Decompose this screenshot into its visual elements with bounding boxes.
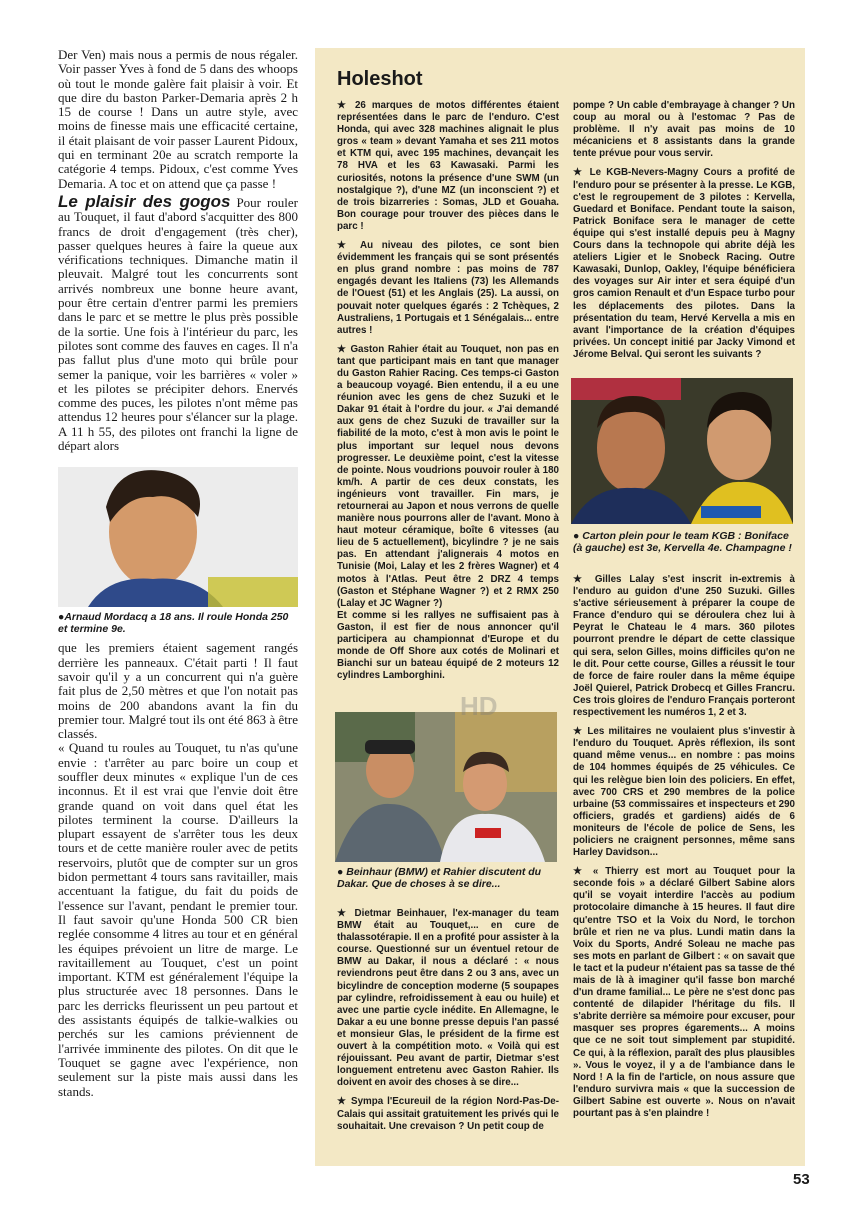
watermark: HD [460,691,498,721]
news-item: ★ Le KGB-Nevers-Magny Cours a profité de l'enduro pour se présenter à la presse. Le KGB, c'est le regroupement de 3 pilotes : Kervella, Guedard et Boniface. Pendant toute la saison, Patrick Boniface sera le manager de cette équipe qui s'est installé depuis peu à Magny Cours dans la technopole qui abrite déjà les ateliers Ligier et le Snobeck Racing. Outre Kawasaki, Dunlop, Oakley, l'équipe bénéficiera des voyages sur Air inter et sera équipé d'un gros camion Renault et d'un Espace turbo pour les déplacements des pilotes. Dans la présentation du team, Hervé Kervella a mis en avant l'importance de la création d'équipes privées. Un concept initié par Jacky Vimond et Jérome Belval. Qui seront les suivants ? [573,167,795,360]
podium-photo [571,378,793,524]
news-item: ★ Dietmar Beinhauer, l'ex-manager du team BMW était au Touquet,... en cure de thalassotérapie. Il en a profité pour assister à la course. Questionné sur un éventuel retour de BMW au Dakar, il nous a déclaré : « nous reviendrons peut être dans 2 ou 3 ans, avec un bicylindre de conception moderne (5 soupapes par cylindre, refroidissement à eau ou huile) et avec une partie cycle inédite. En Allemagne, le Dakar a eu une bonne presse depuis l'an passé et monsieur Glas, le président de la firme est ouvert à la compétition moto. « Voilà qui est réjouissant. Peu avant de partir, Dietmar s'est longuement entretenu avec Gaston Rahier. Ils doivent en avoir des choses à se dire... [337,908,559,1089]
news-item: ★ Les militaires ne voulaient plus s'investir à l'enduro du Touquet. Après réflexion, ils sont quand même venus... en nombre : pas moins de 104 hommes équipés de 25 véhicules. Ce qui les relègue bien loin des policiers. En effet, avec 700 CRS et 290 membres de la police urbaine (53 commissaires et inspecteurs et 290 officiers, gradés et gardiens) aidés de 6 moniteurs de l'école de police de Sens, les policiers ne craignent personnes, même sans Harley Davidson... [573,726,795,859]
news-item: ★ Gilles Lalay s'est inscrit in-extremis à l'enduro au guidon d'une 250 Suzuki. Gilles s'active sérieusement à préparer la coupe de France d'enduro qui se déroulera chez lui à Peyrat le Chateau le 4 mars. 360 pilotes pourront prendre le départ de cette classique qui sera, selon Gilles, moins difficiles qu'on ne le dit. Pour cette course, Gilles a réussit le tour de force de faire rouler dans la même équipe Joël Quierel, Patrick Drobecq et Gilles Francru. Ces trois gloires de l'enduro Français porteront respectivement les numéros 1, 2 et 3. [573,574,795,719]
box-column-right [573,100,795,368]
box-column-left [337,100,559,689]
box-column-left-bottom [337,908,559,1140]
group-photo [335,712,557,862]
photo-caption: ● Beinhaur (BMW) et Rahier discutent du Dakar. Que de choses à se dire... [337,866,542,890]
box-column-right-bottom [573,574,795,1127]
holeshot-box [315,48,805,1166]
article-paragraph: « Quand tu roules au Touquet, tu n'as qu'une envie : t'arrêter au parc boire un coup et souffler deux minutes « explique l'un de ces inconnus. Et il est vrai que l'envie doit être grande quand on voit dans quel état les pilotes terminent la course. D'ailleurs la plupart essayent de s'arrêter tous les deux tours et de cette manière rouler avec de petits reservoirs, plutôt que de compter sur un gros bidon permettant 4 tours sans ravitailler, mais accentuant la fatigue, du fait du poids de l'essence sur l'avant, pendant le premier tour. Il faut savoir qu'une Honda 500 CR bien reglée consomme 4 litres au tour et en général les équipes prévoient un litre de marge. Le ravitaillement au Touquet, c'est un point important. KTM est généralement l'équipe la plus structurée avec 18 personnes. Dans le parc les derricks fleurissent un peu partout et des assistants équipés de talkie-walkies ou perchés sur les camions préviennent de l'arrivée imminente des pilotes. On dit que le Touquet se gagne avec l'expérience, non seulement sur la piste mais aussi dans les stands. [58,740,298,1099]
photo-beinhaur-rahier [335,712,557,862]
portrait-photo [58,467,298,607]
article-paragraph [58,191,298,454]
box-title: Holeshot [337,68,423,90]
photo-caption: ● Carton plein pour le team KGB : Boniface (à gauche) est 3e, Kervella 4e. Champagne ! [573,530,792,554]
news-item: ★ Sympa l'Ecureuil de la région Nord-Pas-De-Calais qui assitait gratuitement les privés qui le souhaitait. Une crevaison ? Un petit coup de [337,1096,559,1132]
news-item: ★ Gaston Rahier était au Touquet, non pas en tant que participant mais en tant que manager du Gaston Rahier Racing. Ces temps-ci Gaston a beaucoup voyagé. Bien entendu, il a eu une réunion avec les gens de chez Suzuki et le Dakar 91 était à l'ordre du jour. « J'ai demandé aux gens de chez Suzuki de travailler sur la fiabilité de la moto, c'est à mon avis le point le plus important sur lequel nous devons progresser. Le deuxième point, c'est la vitesse de pointe. Nous voudrions pouvoir rouler à 180 km/h. A partir de ces deux constats, les ingénieurs vont travailler. Fin mars, je retournerai au Japon et nous verrons de quelle manière nous pourrons aller de l'avant. Mono à haut moteur céramique, boîte 6 vitesses (au lieu de 5 actuellement), bicylindre ? je ne sais pas. En attendant j'alignerais 4 motos en Tunisie (Moi, Lalay et les 2 frères Wagner) et 4 motos à l'Atlas. Peut être 2 DRZ 4 temps (Gaston et Stéphane Wagner ?) et 2 RMX 250 (Lalay et JC Wagner ?) [337,343,559,609]
photo-arnaud-mordacq [58,467,298,607]
news-item: ★ « Thierry est mort au Touquet pour la seconde fois » a déclaré Gilbert Sabine alors qu'il se voyait interdire l'accès au podium protocolaire dimanche à 15 heures. Il faut dire qu'entre TSO et la Voix du Nord, le torchon brûle et rien ne va plus. Lundi matin dans la Voix du Sports, André Soleau ne mache pas ses mots en parlant de Gilbert : « on savait que le tact et la pudeur n'étaient pas sa tasse de thé mais de là à imaginer qu'il fasse bon marché d'un drame familial... Le père ne s'est donc pas contenté de dilapider l'héritage du fils. Il s'abrite derrière sa mémoire pour excuser, pour masquer ses propres égarements... A moins que ce ne soit tout simplement par stupidité. Ce qui, à la réflexion, paraît des plus plausibles ». Vous le voyez, il y a de l'ambiance dans le Nord ! A la fin de l'article, on nous assure que l'enduro survivra mais « que la succession de Gilbert Sabine est ouverte ». Nous on n'avait pourtant pas à s'en plaindre ! [573,866,795,1120]
photo-team-kgb [571,378,793,524]
news-item: ★ 26 marques de motos différentes étaient représentées dans le parc de l'enduro. C'est Honda, qui avec 328 machines alignait le plus gros « team » devant Yamaha et ses 211 motos et KTM qui, avec 195 machines, devançait les 78 HVA et les 63 Kawasaki. Parmi les curiosités, notons la présence d'une SWM (un nostalgique ?), d'une MZ (un inconscient ?) et de trois bizarreries : Somas, JLD et Gouaha. Bon courage pour trouver des pièces dans le parc ! [337,100,559,232]
news-item: ★ Au niveau des pilotes, ce sont bien évidemment les français qui se sont présentés en plus grand nombre : pas moins de 787 engagés devant les Italiens (73) les Allemands de l'Ouest (51) et les Anglais (25). La aussi, on pouvait noter quelques égarés : 2 Tchèques, 2 Australiens, 1 Portugais et 1 Sénégalais... entre autres ! [337,240,559,336]
article-paragraph: que les premiers étaient sagement rangés derrière les panneaux. C'était parti ! Il faut savoir qu'il y a un concurrent qui n'a guère fait plus de 2,50 mètres et que l'on notait pas moins de 200 abandons avant la fin du premier tour. Malgré tout ils ont été 863 à être classés. [58,640,298,742]
page-number: 53 [793,1171,810,1188]
section-subhead: Le plaisir des gogos [58,191,231,211]
article-text: Pour rouler au Touquet, il faut d'abord s'acquitter des 800 francs de droit d'engagement (très cher), passer quelques heures à faire la queue aux vérifications techniques. Dimanche matin il pleuvait. Malgré tout les concurrents sont arrivés nombreux une bonne heure avant, pour être certain d'entrer parmi les premiers dans le parc et se mettre le plus près possible de la sortie. Une fois à l'intérieur du parc, les pilotes sont comme des fauves en cages. Il n'a pas fallut plus d'une moto qui brûle pour semer la panique, voir les barrières « voler » et les pilotes se précipiter dehors. Enervés comme des puces, les pilotes n'ont même pas attendus 12 heures pour s'élancer sur la plage. A 11 h 55, des pilotes ont franchi la ligne de départ alors [58,194,298,454]
left-column [58,48,298,1099]
news-item: Et comme si les rallyes ne suffisaient pas à Gaston, il est fier de nous annoncer qu'il participera au championnat d'Europe et du monde de Off Shore aux cotés de Molinari et Bianchi sur un bateau équipé de 2 moteurs 12 cylindres Lamborghini. [337,609,559,682]
article-paragraph: Der Ven) mais nous a permis de nous régaler. Voir passer Yves à fond de 5 dans des whoops où tout le monde galère fait plaisir à voir. Et que dire du baston Parker-Demaria après 2 h 15 de course ! Dans un autre style, avec moins de finesse mais une efficacité certaine, il était plaisant de voir passer Laurent Pidoux, qui en terminant 20e au scratch remporte la catégorie 4 temps. Pidoux, c'est comme Yves Demaria. A toc et on attend que ça passe ! [58,47,298,191]
photo-caption: ●Arnaud Mordacq a 18 ans. Il roule Honda 250 et termine 9e. [58,611,289,636]
news-item: pompe ? Un cable d'embrayage à changer ? Un coup au moral ou à l'estomac ? Pas de problème. Il n'y avait pas moins de 10 mécaniciens et 8 assistants dans la grande tente prévue pour vous servir. [573,100,795,160]
